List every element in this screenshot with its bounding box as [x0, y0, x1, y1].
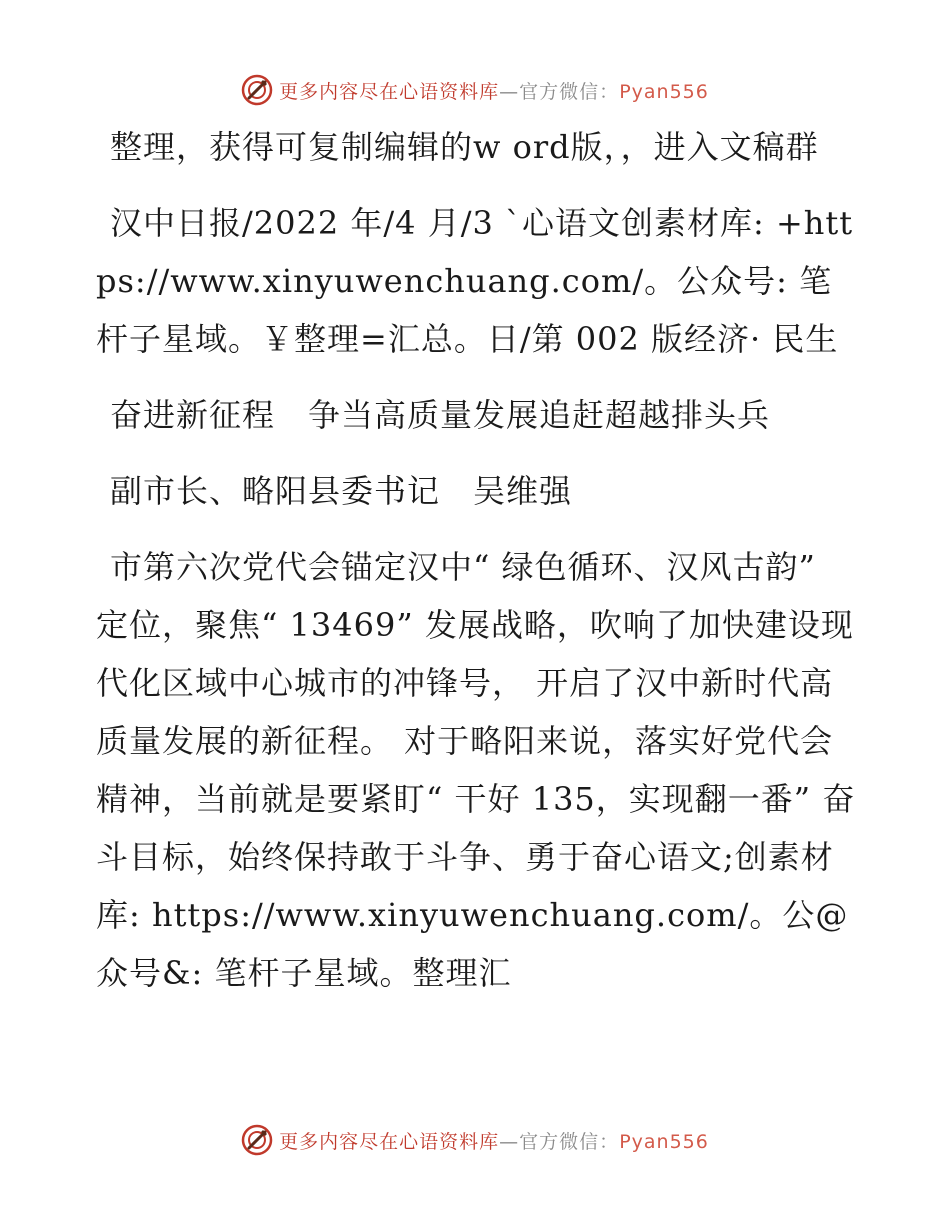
header-banner-label: 官方微信： — [519, 80, 620, 103]
footer-banner-red: 更多内容尽在心语资料库 — [279, 1130, 500, 1153]
footer-banner-dash: — — [499, 1130, 520, 1153]
brand-logo-icon — [241, 1124, 273, 1156]
page-footer — [0, 1120, 950, 1160]
article-title — [96, 386, 856, 444]
footer-banner — [279, 1127, 709, 1154]
header-banner-dash: — — [499, 80, 520, 103]
brand-logo-icon — [241, 74, 273, 106]
header-banner — [279, 77, 709, 104]
document-body — [96, 118, 856, 1020]
paragraph-intro — [96, 118, 856, 176]
page-header — [0, 70, 950, 110]
footer-banner-label: 官方微信： — [519, 1130, 620, 1153]
paragraph-source-text: 汉中日报/2022 年/4 月/3 `心语文创素材库: +https://www.xinyuwenchuang.com/。公众号: 笔杆子星域。￥整理=汇总。日/第 002 版经济· 民生 — [96, 204, 854, 358]
paragraph-intro-text: 整理，获得可复制编辑的w ord版，，进入文稿群 — [110, 128, 819, 166]
paragraph-body-text: 市第六次党代会锚定汉中“ 绿色循环、汉风古韵” 定位，聚焦“ 13469” 发展战略，吹响了加快建设现代化区域中心城市的冲锋号， 开启了汉中新时代高质量发展的新征程。 对于略阳来说，落实好党代会精神，当前就是要紧盯“ 干好 135，实现翻一番” 奋斗目标，始终保持敢于斗争、勇于奋心语文;创素材库: https://www.xinyuwenchuang.com/。公@众号&: 笔杆子星域。整理汇 — [96, 548, 856, 992]
article-author-text: 副市长、略阳县委书记 吴维强 — [110, 472, 573, 510]
footer-banner-handle: Pyan556 — [619, 1130, 709, 1153]
paragraph-body — [96, 538, 856, 1002]
article-author — [96, 462, 856, 520]
article-title-text: 奋进新征程 争当高质量发展追赶超越排头兵 — [110, 396, 771, 434]
paragraph-source — [96, 194, 856, 368]
header-banner-red: 更多内容尽在心语资料库 — [279, 80, 500, 103]
header-banner-handle: Pyan556 — [619, 80, 709, 103]
